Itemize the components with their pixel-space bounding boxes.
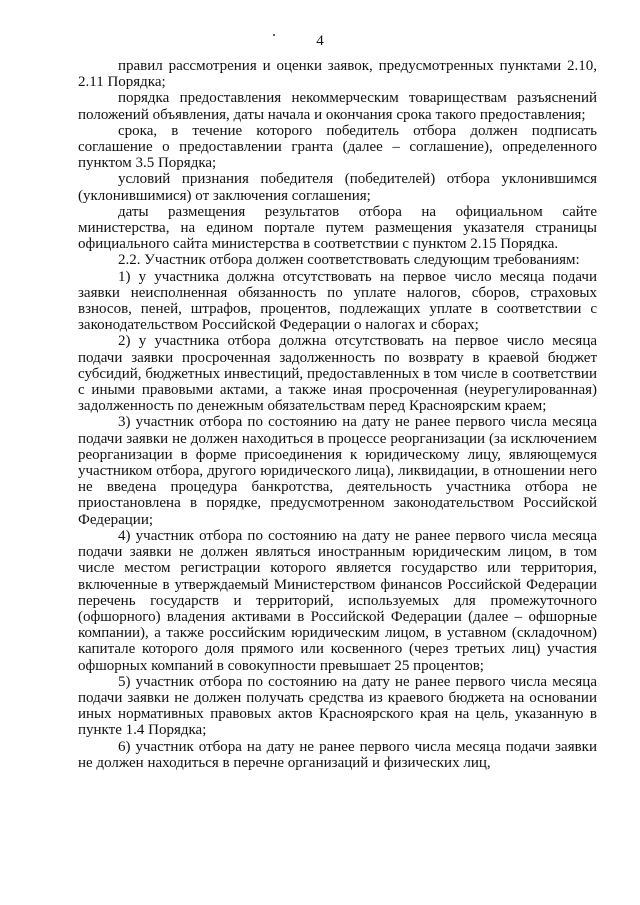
page-number: 4 xyxy=(316,33,324,49)
paragraph-12: 6) участник отбора на дату не ранее первого числа месяца подачи заявки не должен находиться в перечне организаций и физических лиц, xyxy=(78,738,597,771)
paragraph-3: срока, в течение которого победитель отбора должен подписать соглашение о предоставлении гранта (далее – соглашение), определенного пунктом 3.5 Порядка; xyxy=(78,122,597,172)
paragraph-7: 1) у участника должна отсутствовать на первое число месяца подачи заявки неисполненная обязанность по уплате налогов, сборов, страховых взносов, пеней, штрафов, процентов, подлежащих уплате в соответствии с законодательством Российской Федерации о налогах и сборах; xyxy=(78,268,597,334)
paragraph-10: 4) участник отбора по состоянию на дату не ранее первого числа месяца подачи заявки не должен являться иностранным юридическим лицом, в том числе местом регистрации которого является государство или территория, включенные в утверждаемый Министерством финансов Российской Федерации перечень государств и территорий, используемых для промежуточного (офшорного) владения активами в Российской Федерации (далее – офшорные компании), а также российским юридическим лицом, в уставном (складочном) капитале которого доля прямого или косвенного (через третьих лиц) участия офшорных компаний в совокупности превышает 25 процентов; xyxy=(78,527,597,674)
paragraph-4: условий признания победителя (победителей) отбора уклонившимся (уклонившимися) от заключения соглашения; xyxy=(78,171,597,204)
paragraph-1: правил рассмотрения и оценки заявок, предусмотренных пунктами 2.10, 2.11 Порядка; xyxy=(78,58,597,91)
paragraph-9: 3) участник отбора по состоянию на дату не ранее первого числа месяца подачи заявки не должен находиться в процессе реорганизации (за исключением реорганизации в форме присоединения к юридическому лицу, являющемуся участником отбора, другого юридического лица), ликвидации, в отношении него не введена процедура банкротства, деятельность участника отбора не приостановлена в порядке, предусмотренном законодательством Российской Федерации; xyxy=(78,414,597,528)
paragraph-2: порядка предоставления некоммерческим товариществам разъяснений положений объявления, даты начала и окончания срока такого предоставления; xyxy=(78,90,597,123)
paragraph-8: 2) у участника отбора должна отсутствовать на первое число месяца подачи заявки просроченная задолженность по возврату в краевой бюджет субсидий, бюджетных инвестиций, предоставленных в том числе в соответствии с иными правовыми актами, а также иная просроченная (неурегулированная) задолженность по денежным обязательствам перед Красноярским краем; xyxy=(78,333,597,415)
paragraph-5: даты размещения результатов отбора на официальном сайте министерства, на едином портале путем размещения указателя страницы официального сайта министерства в соответствии с пунктом 2.15 Порядка. xyxy=(78,203,597,253)
document-body xyxy=(78,58,597,771)
paragraph-6: 2.2. Участник отбора должен соответствовать следующим требованиям: xyxy=(118,252,580,269)
paragraph-11: 5) участник отбора по состоянию на дату не ранее первого числа месяца подачи заявки не должен получать средства из краевого бюджета на основании иных нормативных правовых актов Красноярского края на цель, указанную в пункте 1.4 Порядка; xyxy=(78,673,597,739)
